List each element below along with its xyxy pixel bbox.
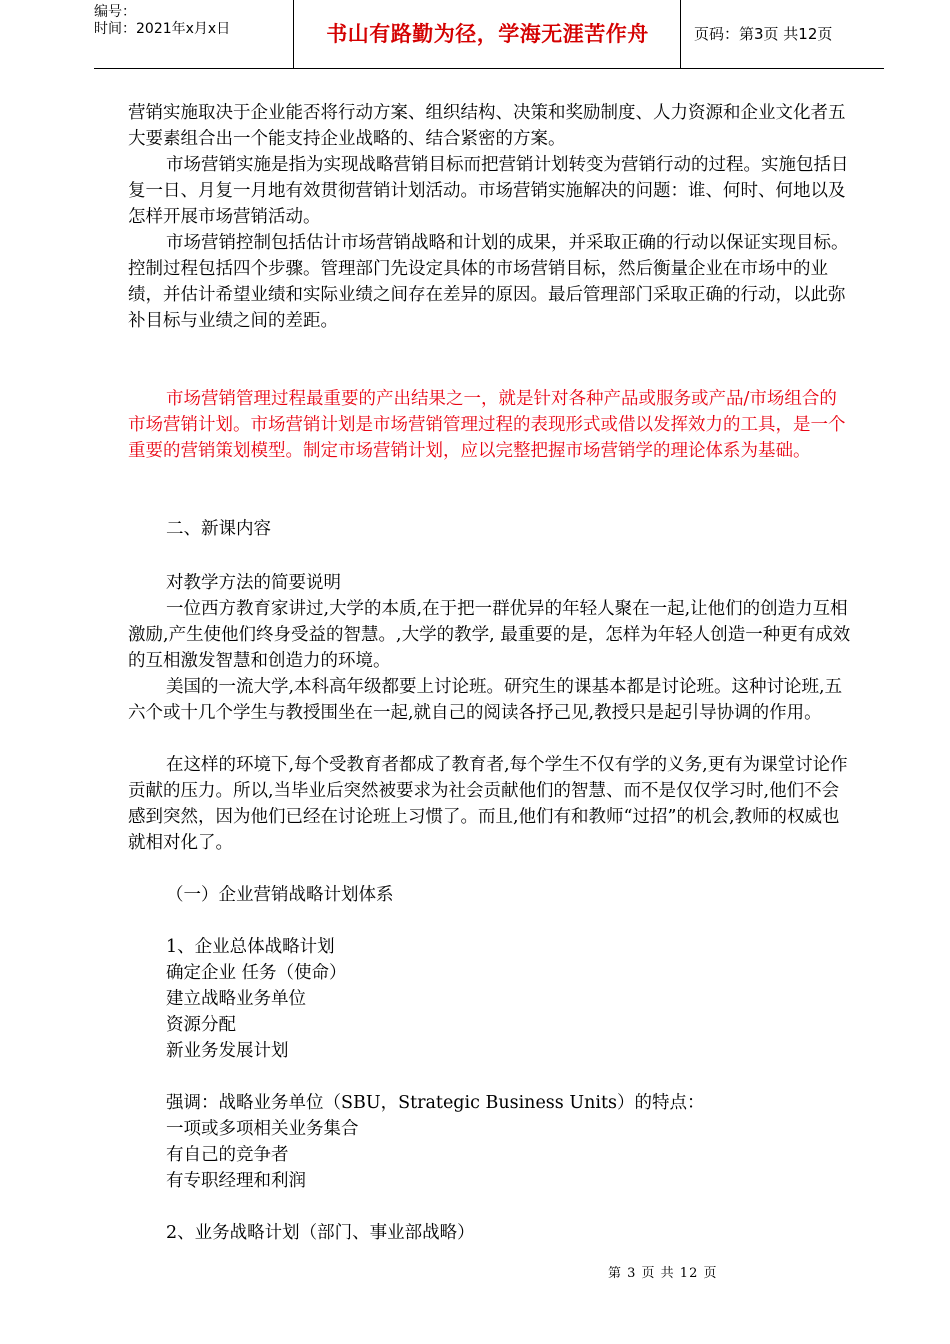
paragraph-7: 在这样的环境下,每个受教育者都成了教育者,每个学生不仅有学的义务,更有为课堂讨论作贡献的压力。所以,当毕业后突然被要求为社会贡献他们的智慧、而不是仅仅学习时,他们不会感到突然，因为他们已经在讨论班上习惯了。而且,他们有和教师“过招”的机会,教师的权威也就相对化了。 [128,755,848,853]
paragraph-3: 市场营销控制包括估计市场营销战略和计划的成果，并采取正确的行动以保证实现目标。控制过程包括四个步骤。管理部门先设定具体的市场营销目标，然后衡量企业在市场中的业绩，并估计希望业绩和实际业绩之间存在差异的原因。最后管理部门采取正确的行动，以此弥补目标与业绩之间的差距。 [128,233,849,331]
emphasis-title: 强调：战略业务单位（SBU，Strategic Business Units）的特点： [166,1093,705,1113]
paragraph-red: 市场营销管理过程最重要的产出结果之一，就是针对各种产品或服务或产品/市场组合的市场营销计划。市场营销计划是市场营销管理过程的表现形式或借以发挥效力的工具，是一个重要的营销策划模型。制定市场营销计划，应以完整把握市场营销学的理论体系为基础。 [128,389,846,461]
list-item: 有专职经理和利润 [166,1171,306,1191]
paragraph-1: 营销实施取决于企业能否将行动方案、组织结构、决策和奖励制度、人力资源和企业文化者五大要素组合出一个能支持企业战略的、结合紧密的方案。 [128,103,846,149]
list-item: 有自己的竞争者 [166,1145,289,1165]
paragraph-6: 美国的一流大学,本科高年级都要上讨论班。研究生的课基本都是讨论班。这种讨论班,五六个或十几个学生与教授围坐在一起,就自己的阅读各抒己见,教授只是起引导协调的作用。 [128,677,843,723]
section-heading: 二、新课内容 [166,519,271,539]
number-label: 编号： [94,4,136,20]
list-item: 建立战略业务单位 [166,989,306,1009]
header-meta [94,0,294,68]
list-item: 新业务发展计划 [166,1041,289,1061]
page-footer: 第 3 页 共 12 页 [608,1266,718,1281]
paragraph-2: 市场营销实施是指为实现战略营销目标而把营销计划转变为营销行动的过程。实施包括日复一日、月复一月地有效贯彻营销计划活动。市场营销实施解决的问题：谁、何时、何地以及怎样开展市场营销活动。 [128,155,849,227]
paragraph-5: 一位西方教育家讲过,大学的本质,在于把一群优异的年轻人聚在一起,让他们的创造力互相激励,产生使他们终身受益的智慧。,大学的教学, 最重要的是，怎样为年轻人创造一种更有成效的互相激发智慧和创造力的环境。 [128,599,851,671]
page-header [94,0,884,69]
list-item: 资源分配 [166,1015,236,1035]
list-item: 一项或多项相关业务集合 [166,1119,359,1139]
list-item: 确定企业 任务（使命） [166,963,347,983]
sub-heading-1: （一）企业营销战略计划体系 [166,885,394,905]
method-title: 对教学方法的简要说明 [166,573,341,593]
header-motto: 书山有路勤为径，学海无涯苦作舟 [295,0,681,68]
header-page-label: 页码：第3页 共12页 [694,25,833,43]
list2-title: 2、业务战略计划（部门、事业部战略） [166,1223,475,1243]
list1-title: 1、企业总体战略计划 [166,937,335,957]
time-label: 时间：2021年x月x日 [94,21,231,37]
